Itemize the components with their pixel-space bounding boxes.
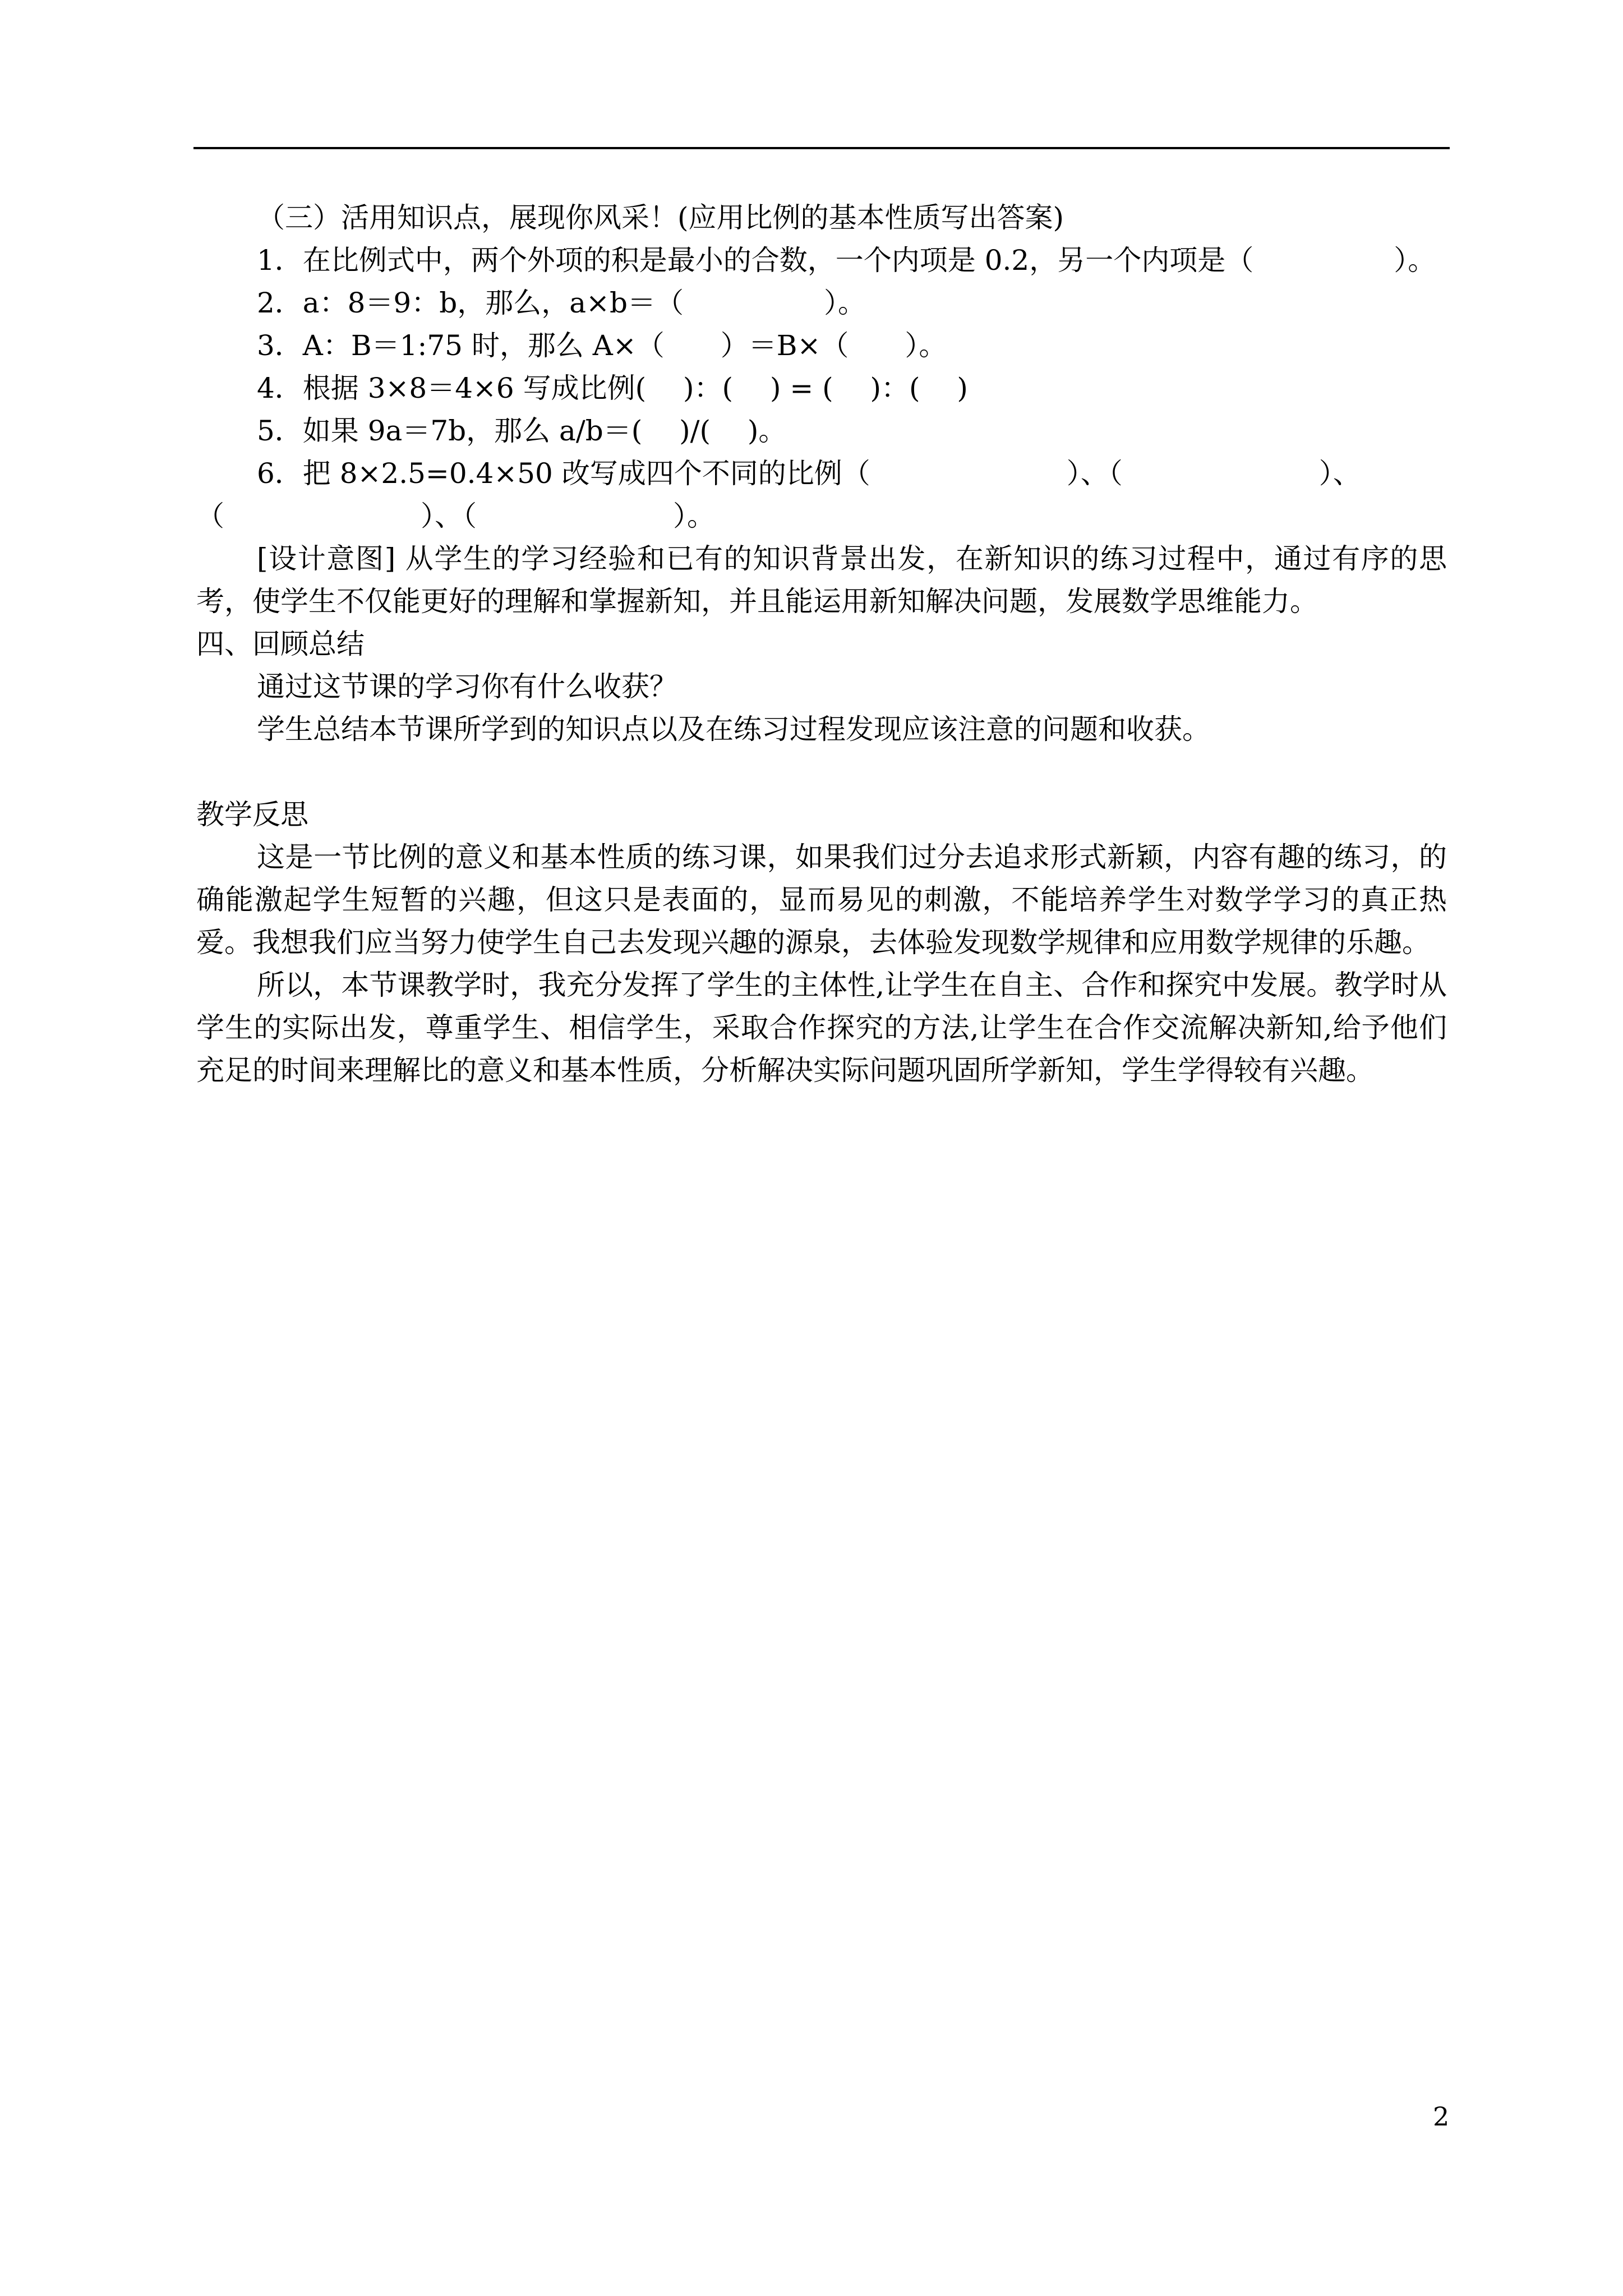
- reflection-paragraph-2: 所以，本节课教学时，我充分发挥了学生的主体性,让学生在自主、合作和探究中发展。教学时从学生的实际出发，尊重学生、相信学生，采取合作探究的方法,让学生在合作交流解决新知,给予他们充足的时间来理解比的意义和基本性质，分析解决实际问题巩固所学新知，学生学得较有兴趣。: [196, 969, 1447, 1087]
- question-4: 4．根据 3×8＝4×6 写成比例( )：( ) = ( )：( ): [257, 372, 968, 404]
- question-3: 3．A：B＝1:75 时，那么 A×（ ）＝B×（ ）。: [257, 329, 947, 362]
- reflection-heading: 教学反思: [196, 798, 308, 831]
- review-question: 通过这节课的学习你有什么收获？: [257, 670, 677, 703]
- design-intent-paragraph: [设计意图] 从学生的学习经验和已有的知识背景出发，在新知识的练习过程中，通过有序的思考，使学生不仅能更好的理解和掌握新知，并且能运用新知解决问题，发展数学思维能力。: [196, 542, 1447, 618]
- section-3-heading: （三）活用知识点，展现你风采！(应用比例的基本性质写出答案): [257, 201, 1064, 234]
- section-4-heading: 四、回顾总结: [196, 628, 365, 660]
- header-rule: [193, 147, 1450, 149]
- question-1: 1．在比例式中，两个外项的积是最小的合数，一个内项是 0.2，另一个内项是（ ）。: [257, 244, 1436, 277]
- document-body: [196, 196, 1447, 1092]
- question-2: 2．a：8＝9：b，那么，a×b＝（ ）。: [257, 287, 866, 319]
- question-5: 5．如果 9a＝7b，那么 a/b＝( )/( )。: [257, 415, 787, 447]
- reflection-paragraph-1: 这是一节比例的意义和基本性质的练习课，如果我们过分去追求形式新颖，内容有趣的练习，的确能激起学生短暂的兴趣，但这只是表面的，显而易见的刺激，不能培养学生对数学学习的真正热爱。我想我们应当努力使学生自己去发现兴趣的源泉，去体验发现数学规律和应用数学规律的乐趣。: [196, 841, 1447, 959]
- review-summary: 学生总结本节课所学到的知识点以及在练习过程发现应该注意的问题和收获。: [257, 713, 1210, 746]
- page-number: 2: [1433, 2101, 1450, 2132]
- paragraph-gap: [196, 751, 1447, 793]
- question-6-line-1: 6．把 8×2.5=0.4×50 改写成四个不同的比例（ ）、（ ）、: [257, 457, 1361, 490]
- question-6-line-2: （ ）、（ ）。: [196, 500, 715, 532]
